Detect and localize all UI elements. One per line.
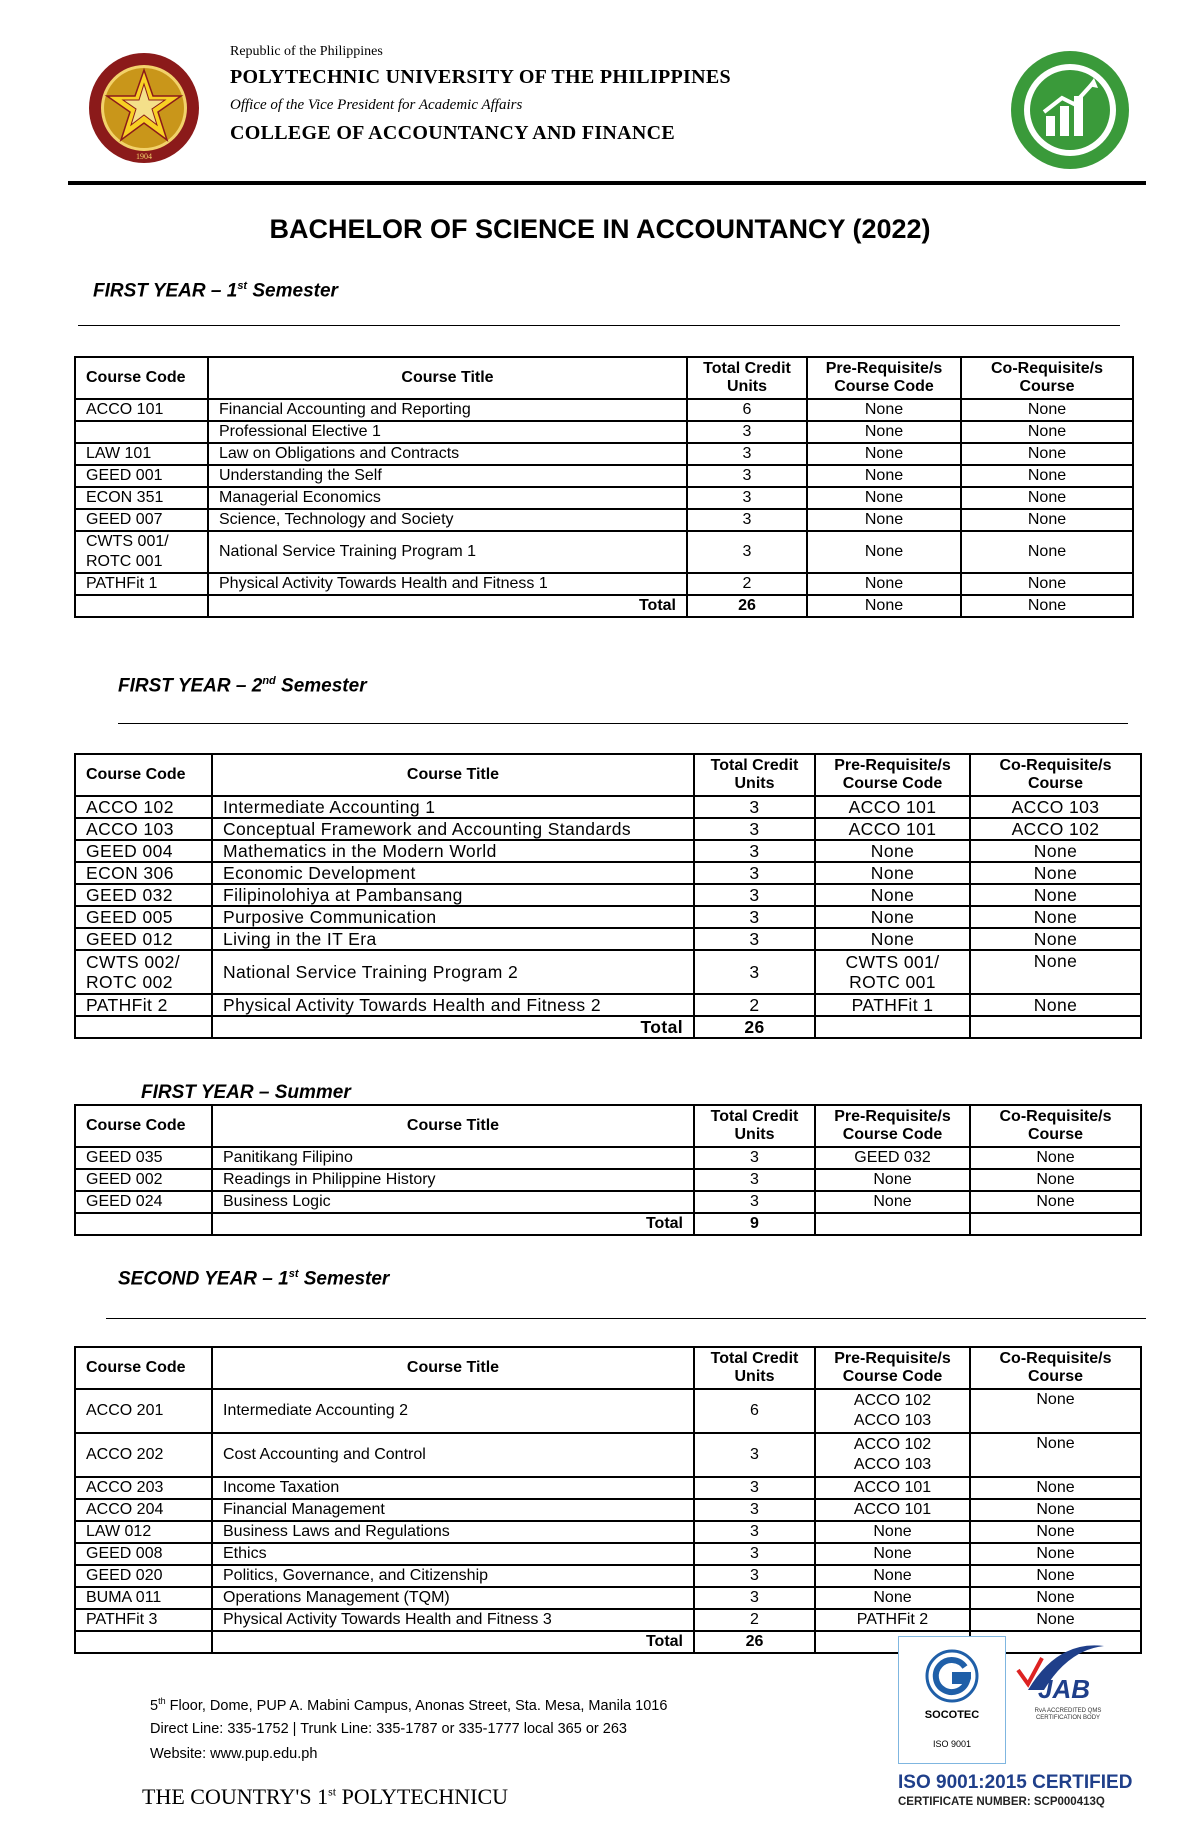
total-coreq bbox=[970, 1213, 1141, 1235]
course-title: Ethics bbox=[212, 1543, 694, 1565]
col-header-coreq: Co-Requisite/s Course bbox=[961, 357, 1133, 399]
iso-certified-label: ISO 9001:2015 CERTIFIED bbox=[898, 1772, 1133, 1793]
course-code: GEED 004 bbox=[75, 840, 212, 862]
course-code: ACCO 202 bbox=[75, 1433, 212, 1477]
course-coreq: None bbox=[970, 840, 1141, 862]
course-code: LAW 012 bbox=[75, 1521, 212, 1543]
course-title: Intermediate Accounting 2 bbox=[212, 1389, 694, 1433]
table-row bbox=[75, 862, 1141, 884]
course-title: Politics, Governance, and Citizenship bbox=[212, 1565, 694, 1587]
total-prereq bbox=[815, 1016, 970, 1038]
footer-address: 5th Floor, Dome, PUP A. Mabini Campus, Anonas Street, Sta. Mesa, Manila 1016 bbox=[150, 1696, 668, 1714]
course-code: GEED 032 bbox=[75, 884, 212, 906]
course-title: National Service Training Program 2 bbox=[212, 950, 694, 994]
course-prereq: None bbox=[807, 421, 961, 443]
course-code: ACCO 101 bbox=[75, 399, 208, 421]
course-title: Mathematics in the Modern World bbox=[212, 840, 694, 862]
col-header-prereq: Pre-Requisite/s Course Code bbox=[815, 1347, 970, 1389]
course-units: 3 bbox=[694, 1521, 815, 1543]
col-header-code: Course Code bbox=[75, 1347, 212, 1389]
footer-phone: Direct Line: 335-1752 | Trunk Line: 335-1787 or 335-1777 local 365 or 263 bbox=[150, 1721, 627, 1737]
total-coreq bbox=[970, 1016, 1141, 1038]
section-heading: FIRST YEAR – 1st Semester bbox=[93, 280, 338, 302]
jab-badge bbox=[1008, 1640, 1108, 1760]
course-code: ACCO 201 bbox=[75, 1389, 212, 1433]
course-prereq: PATHFit 1 bbox=[815, 994, 970, 1016]
course-prereq: ACCO 101 bbox=[815, 818, 970, 840]
table-row bbox=[75, 399, 1133, 421]
total-label: Total bbox=[212, 1631, 694, 1653]
course-code: PATHFit 2 bbox=[75, 994, 212, 1016]
course-units: 3 bbox=[694, 1565, 815, 1587]
table-row bbox=[75, 1433, 1141, 1477]
course-prereq: PATHFit 2 bbox=[815, 1609, 970, 1631]
course-coreq: None bbox=[970, 994, 1141, 1016]
course-code: ACCO 203 bbox=[75, 1477, 212, 1499]
course-coreq: None bbox=[961, 443, 1133, 465]
col-header-title: Course Title bbox=[212, 1105, 694, 1147]
col-header-coreq: Co-Requisite/s Course bbox=[970, 754, 1141, 796]
course-coreq: None bbox=[970, 884, 1141, 906]
socotec-logo-icon bbox=[925, 1649, 979, 1703]
col-header-title: Course Title bbox=[212, 1347, 694, 1389]
course-coreq: None bbox=[970, 1389, 1141, 1433]
total-coreq: None bbox=[961, 595, 1133, 617]
course-units: 3 bbox=[687, 465, 807, 487]
course-code: ACCO 102 bbox=[75, 796, 212, 818]
course-units: 3 bbox=[694, 928, 815, 950]
course-prereq: None bbox=[807, 443, 961, 465]
course-units: 3 bbox=[694, 950, 815, 994]
course-code: GEED 008 bbox=[75, 1543, 212, 1565]
col-header-units: Total Credit Units bbox=[687, 357, 807, 399]
table-row bbox=[75, 1521, 1141, 1543]
section-rule bbox=[78, 325, 1120, 326]
course-title: Readings in Philippine History bbox=[212, 1169, 694, 1191]
course-prereq: None bbox=[815, 1191, 970, 1213]
course-units: 3 bbox=[694, 1499, 815, 1521]
course-coreq: None bbox=[961, 421, 1133, 443]
jab-label: JAB bbox=[1038, 1674, 1091, 1704]
course-prereq: ACCO 102 ACCO 103 bbox=[815, 1389, 970, 1433]
table-row bbox=[75, 796, 1141, 818]
table-row bbox=[75, 573, 1133, 595]
course-prereq: None bbox=[815, 928, 970, 950]
course-prereq: None bbox=[815, 840, 970, 862]
course-prereq: ACCO 102 ACCO 103 bbox=[815, 1433, 970, 1477]
course-prereq: None bbox=[807, 531, 961, 573]
col-header-code: Course Code bbox=[75, 357, 208, 399]
course-coreq: None bbox=[961, 573, 1133, 595]
col-header-prereq: Pre-Requisite/s Course Code bbox=[815, 1105, 970, 1147]
course-title: Income Taxation bbox=[212, 1477, 694, 1499]
course-code: CWTS 002/ ROTC 002 bbox=[75, 950, 212, 994]
course-title: Business Laws and Regulations bbox=[212, 1521, 694, 1543]
course-table-y1s1 bbox=[74, 356, 1134, 618]
table-row bbox=[75, 840, 1141, 862]
course-coreq: None bbox=[970, 1499, 1141, 1521]
course-prereq: ACCO 101 bbox=[815, 796, 970, 818]
university-name: POLYTECHNIC UNIVERSITY OF THE PHILIPPINES bbox=[230, 66, 731, 88]
course-coreq: None bbox=[961, 509, 1133, 531]
course-units: 3 bbox=[694, 1587, 815, 1609]
section-heading: FIRST YEAR – Summer bbox=[141, 1082, 351, 1103]
table-row bbox=[75, 1169, 1141, 1191]
office-line: Office of the Vice President for Academic Affairs bbox=[230, 97, 523, 113]
table-row bbox=[75, 906, 1141, 928]
course-code: ACCO 103 bbox=[75, 818, 212, 840]
course-title: Conceptual Framework and Accounting Standards bbox=[212, 818, 694, 840]
table-row bbox=[75, 443, 1133, 465]
course-coreq: None bbox=[970, 1565, 1141, 1587]
table-row bbox=[75, 1477, 1141, 1499]
course-coreq: None bbox=[961, 465, 1133, 487]
socotec-badge bbox=[898, 1636, 1006, 1764]
col-header-units: Total Credit Units bbox=[694, 1105, 815, 1147]
course-code: PATHFit 1 bbox=[75, 573, 208, 595]
course-title: Living in the IT Era bbox=[212, 928, 694, 950]
course-coreq: None bbox=[970, 950, 1141, 994]
table-row bbox=[75, 1191, 1141, 1213]
table-row bbox=[75, 884, 1141, 906]
course-prereq: None bbox=[815, 1587, 970, 1609]
course-prereq: None bbox=[807, 509, 961, 531]
course-units: 3 bbox=[687, 421, 807, 443]
course-coreq: None bbox=[970, 1191, 1141, 1213]
table-row bbox=[75, 1543, 1141, 1565]
col-header-coreq: Co-Requisite/s Course bbox=[970, 1347, 1141, 1389]
course-title: Science, Technology and Society bbox=[208, 509, 687, 531]
course-prereq: GEED 032 bbox=[815, 1147, 970, 1169]
course-units: 3 bbox=[694, 1433, 815, 1477]
footer-tagline: THE COUNTRY'S 1st POLYTECHNICU bbox=[142, 1784, 509, 1809]
course-prereq: None bbox=[815, 1169, 970, 1191]
course-coreq: None bbox=[970, 906, 1141, 928]
course-title: Purposive Communication bbox=[212, 906, 694, 928]
course-code: ECON 351 bbox=[75, 487, 208, 509]
total-row bbox=[75, 1016, 1141, 1038]
course-title: Financial Accounting and Reporting bbox=[208, 399, 687, 421]
course-units: 3 bbox=[694, 1477, 815, 1499]
col-header-prereq: Pre-Requisite/s Course Code bbox=[807, 357, 961, 399]
jab-small-label: RvA ACCREDITED QMS CERTIFICATION BODY bbox=[1034, 1708, 1102, 1721]
course-title: Physical Activity Towards Health and Fitness 3 bbox=[212, 1609, 694, 1631]
course-prereq: None bbox=[815, 906, 970, 928]
total-label: Total bbox=[212, 1213, 694, 1235]
course-units: 6 bbox=[687, 399, 807, 421]
course-title: Intermediate Accounting 1 bbox=[212, 796, 694, 818]
course-title: Filipinolohiya at Pambansang bbox=[212, 884, 694, 906]
table-row bbox=[75, 818, 1141, 840]
course-prereq: None bbox=[815, 862, 970, 884]
college-name: COLLEGE OF ACCOUNTANCY AND FINANCE bbox=[230, 122, 676, 144]
course-prereq: ACCO 101 bbox=[815, 1499, 970, 1521]
course-prereq: None bbox=[807, 465, 961, 487]
col-header-title: Course Title bbox=[208, 357, 687, 399]
table-row bbox=[75, 465, 1133, 487]
course-title: Understanding the Self bbox=[208, 465, 687, 487]
course-title: Physical Activity Towards Health and Fitness 1 bbox=[208, 573, 687, 595]
table-row bbox=[75, 1389, 1141, 1433]
iso-small-label: ISO 9001 bbox=[932, 1739, 972, 1749]
course-coreq: None bbox=[970, 1521, 1141, 1543]
course-prereq: ACCO 101 bbox=[815, 1477, 970, 1499]
course-prereq: None bbox=[807, 573, 961, 595]
certificate-number: CERTIFICATE NUMBER: SCP000413Q bbox=[898, 1796, 1105, 1808]
section-rule bbox=[118, 723, 1128, 724]
course-coreq: None bbox=[961, 399, 1133, 421]
total-prereq: None bbox=[807, 595, 961, 617]
course-coreq: None bbox=[970, 1169, 1141, 1191]
course-code: GEED 005 bbox=[75, 906, 212, 928]
course-prereq: None bbox=[815, 1521, 970, 1543]
footer-website: Website: www.pup.edu.ph bbox=[150, 1746, 318, 1762]
course-prereq: None bbox=[815, 1543, 970, 1565]
course-coreq: None bbox=[970, 862, 1141, 884]
table-row bbox=[75, 1499, 1141, 1521]
course-units: 3 bbox=[694, 884, 815, 906]
course-units: 3 bbox=[694, 796, 815, 818]
course-coreq: None bbox=[970, 1587, 1141, 1609]
col-header-code: Course Code bbox=[75, 1105, 212, 1147]
section-heading: SECOND YEAR – 1st Semester bbox=[118, 1268, 390, 1290]
table-row bbox=[75, 1609, 1141, 1631]
course-title: National Service Training Program 1 bbox=[208, 531, 687, 573]
course-coreq: ACCO 102 bbox=[970, 818, 1141, 840]
course-units: 3 bbox=[694, 1191, 815, 1213]
header-rule bbox=[68, 181, 1146, 185]
section-heading: FIRST YEAR – 2nd Semester bbox=[118, 675, 367, 697]
course-coreq: None bbox=[970, 1147, 1141, 1169]
course-units: 3 bbox=[687, 509, 807, 531]
table-row bbox=[75, 531, 1133, 573]
course-code: GEED 012 bbox=[75, 928, 212, 950]
total-units: 26 bbox=[694, 1016, 815, 1038]
course-coreq: None bbox=[961, 531, 1133, 573]
course-coreq: None bbox=[970, 1543, 1141, 1565]
course-code: ACCO 204 bbox=[75, 1499, 212, 1521]
course-coreq: None bbox=[970, 1433, 1141, 1477]
course-coreq: None bbox=[970, 928, 1141, 950]
course-code: GEED 035 bbox=[75, 1147, 212, 1169]
course-title: Financial Management bbox=[212, 1499, 694, 1521]
total-row bbox=[75, 595, 1133, 617]
pup-seal-year: 1904 bbox=[136, 152, 152, 161]
table-row bbox=[75, 487, 1133, 509]
course-code: ECON 306 bbox=[75, 862, 212, 884]
course-units: 3 bbox=[694, 906, 815, 928]
course-units: 2 bbox=[687, 573, 807, 595]
col-header-code: Course Code bbox=[75, 754, 212, 796]
pup-seal-logo bbox=[88, 50, 200, 166]
course-code: LAW 101 bbox=[75, 443, 208, 465]
course-code: GEED 001 bbox=[75, 465, 208, 487]
table-row bbox=[75, 421, 1133, 443]
course-code: GEED 020 bbox=[75, 1565, 212, 1587]
course-units: 3 bbox=[694, 818, 815, 840]
course-prereq: None bbox=[815, 884, 970, 906]
course-title: Business Logic bbox=[212, 1191, 694, 1213]
course-code: GEED 002 bbox=[75, 1169, 212, 1191]
course-prereq: CWTS 001/ ROTC 001 bbox=[815, 950, 970, 994]
course-coreq: None bbox=[970, 1609, 1141, 1631]
course-units: 2 bbox=[694, 1609, 815, 1631]
course-units: 2 bbox=[694, 994, 815, 1016]
col-header-coreq: Co-Requisite/s Course bbox=[970, 1105, 1141, 1147]
total-units: 26 bbox=[687, 595, 807, 617]
section-rule bbox=[106, 1318, 1146, 1319]
col-header-units: Total Credit Units bbox=[694, 754, 815, 796]
col-header-title: Course Title bbox=[212, 754, 694, 796]
course-code: CWTS 001/ ROTC 001 bbox=[75, 531, 208, 573]
course-title: Managerial Economics bbox=[208, 487, 687, 509]
course-code: BUMA 011 bbox=[75, 1587, 212, 1609]
course-units: 3 bbox=[694, 1543, 815, 1565]
col-header-prereq: Pre-Requisite/s Course Code bbox=[815, 754, 970, 796]
table-row bbox=[75, 994, 1141, 1016]
table-row bbox=[75, 1147, 1141, 1169]
course-prereq: None bbox=[807, 399, 961, 421]
republic-line: Republic of the Philippines bbox=[230, 44, 383, 59]
course-table-y1s2 bbox=[74, 753, 1142, 1039]
total-units: 26 bbox=[694, 1631, 815, 1653]
total-prereq bbox=[815, 1213, 970, 1235]
course-units: 3 bbox=[694, 1169, 815, 1191]
course-units: 3 bbox=[687, 487, 807, 509]
course-code: GEED 024 bbox=[75, 1191, 212, 1213]
course-table-y1summer bbox=[74, 1104, 1142, 1236]
total-label: Total bbox=[208, 595, 687, 617]
course-prereq: None bbox=[815, 1565, 970, 1587]
course-coreq: ACCO 103 bbox=[970, 796, 1141, 818]
course-title: Physical Activity Towards Health and Fitness 2 bbox=[212, 994, 694, 1016]
total-units: 9 bbox=[694, 1213, 815, 1235]
course-table-y2s1 bbox=[74, 1346, 1142, 1654]
table-row bbox=[75, 509, 1133, 531]
course-units: 3 bbox=[687, 531, 807, 573]
course-title: Operations Management (TQM) bbox=[212, 1587, 694, 1609]
course-code: GEED 007 bbox=[75, 509, 208, 531]
course-units: 3 bbox=[694, 840, 815, 862]
course-units: 3 bbox=[694, 1147, 815, 1169]
course-prereq: None bbox=[807, 487, 961, 509]
document-title: BACHELOR OF SCIENCE IN ACCOUNTANCY (2022) bbox=[269, 214, 931, 244]
caf-seal-logo bbox=[1010, 50, 1130, 170]
total-row bbox=[75, 1213, 1141, 1235]
total-label: Total bbox=[212, 1016, 694, 1038]
course-title: Cost Accounting and Control bbox=[212, 1433, 694, 1477]
course-code: PATHFit 3 bbox=[75, 1609, 212, 1631]
course-units: 3 bbox=[694, 862, 815, 884]
course-units: 3 bbox=[687, 443, 807, 465]
table-row bbox=[75, 1587, 1141, 1609]
table-row bbox=[75, 928, 1141, 950]
col-header-units: Total Credit Units bbox=[694, 1347, 815, 1389]
course-coreq: None bbox=[961, 487, 1133, 509]
table-row bbox=[75, 1565, 1141, 1587]
course-title: Law on Obligations and Contracts bbox=[208, 443, 687, 465]
socotec-label: SOCOTEC bbox=[924, 1709, 980, 1721]
table-row bbox=[75, 950, 1141, 994]
course-title: Panitikang Filipino bbox=[212, 1147, 694, 1169]
course-units: 6 bbox=[694, 1389, 815, 1433]
course-code bbox=[75, 421, 208, 443]
course-title: Professional Elective 1 bbox=[208, 421, 687, 443]
course-title: Economic Development bbox=[212, 862, 694, 884]
course-coreq: None bbox=[970, 1477, 1141, 1499]
